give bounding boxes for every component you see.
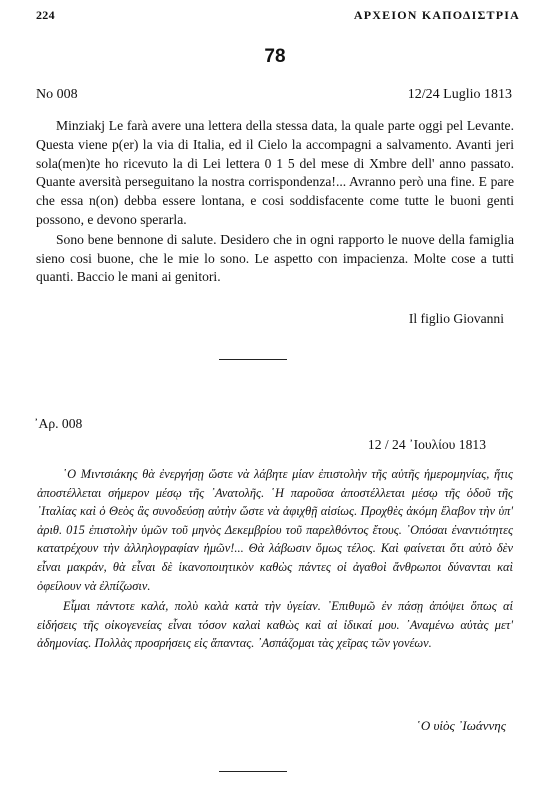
italian-letter-number: No 008 xyxy=(36,87,78,102)
italian-paragraph: Minziakj Le farà avere una lettera della stessa data, la quale parte oggi pel Levante. Questa viene p(er) la via di Italia, ed il Cielo la accompagni a salvamento. Avanti jeri sola(men)te ho ricevuto la di Lei lettera 0 1 5 del mese di Xmbre dell' anno passato. Quante aversità perseguitano la nostra corrispondenza!... Avranno però una fine. E pare che essa n(on) debba essere lontana, e cosi soddisfacente come tutte le buoni genti possono, e devono sperarla. xyxy=(36,118,514,227)
greek-letter-number: ᾿Αρ. 008 xyxy=(34,416,83,431)
greek-letter-body xyxy=(37,465,513,653)
italian-paragraph: Sono bene bennone di salute. Desidero che in ogni rapporto le nuove della famiglia sieno cosi buone, che le mie lo sono. Le aspetto con impacienza. Molte cose a tutti quanti. Baccio le mani ai genitori. xyxy=(36,231,514,285)
document-number: 78 xyxy=(264,46,286,67)
italian-letter-body xyxy=(36,117,514,287)
greek-paragraph: Εἶμαι πάντοτε καλά, πολὺ καλὰ κατὰ τὴν ὑγείαν. ᾿Επιθυμῶ ἐν πάσῃ ἀπόψει ὅπως αἱ εἰδήσεις τῆς οἰκογενείας εἶναι τόσον καλαὶ καθὼς καὶ αἱ ἰδικαί μου. ᾿Αναμένω αὐτὰς μετ' ἀδημονίας. Πολλὰς προσρήσεις εἰς ἅπαντας. ᾿Ασπάζομαι τὰς χεῖρας τῶν γονέων. xyxy=(37,599,513,651)
greek-paragraph: ῾Ο Μιντσιάκης θὰ ἐνεργήσῃ ὥστε νὰ λάβητε μίαν ἐπιστολὴν τῆς αὐτῆς ἡμερομηνίας, ἥτις ἀποστέλλεται σήμερον μέσῳ τῆς ᾿Ανατολῆς. ῾Η παροῦσα ἀποστέλλεται μέσῳ τῆς ὁδοῦ τῆς ᾿Ιταλίας καὶ ὁ Θεὸς ἂς συνοδεύσῃ αὐτὴν ὥστε νὰ ἀφιχθῇ αἰσίως. Προχθὲς ἀκόμη ἔλαβον τὴν ὑπ' ἀριθ. 015 ἐπιστολὴν ὑμῶν τοῦ μηνὸς Δεκεμβρίου τοῦ παρελθόντος ἔτους. ᾿Οπόσαι ἐναντιότητες κατατρέχουν τὴν ἀλληλογραφίαν ἡμῶν!... Θὰ λάβωσιν ὅμως τέλος. Καὶ φαίνεται ὅτι αὐτὸ δὲν εἶναι μακράν, θὰ εἶναι δὲ ἱκανοποιητικὸν καθὼς πάντες οἱ ἀγαθοὶ ἄνθρωποι δύνανται καὶ ὀφείλουν νὰ ἐλπίζωσιν. xyxy=(37,467,513,593)
italian-letter-date: 12/24 Luglio 1813 xyxy=(407,87,512,102)
running-title: ΑΡΧΕΙΟΝ ΚΑΠΟΔΙΣΤΡΙΑ xyxy=(353,8,520,22)
greek-signature: ῾Ο υἱὸς ᾿Ιωάννης xyxy=(416,718,506,733)
section-divider xyxy=(219,359,287,360)
italian-signature: Il figlio Giovanni xyxy=(408,311,504,326)
section-divider xyxy=(219,771,287,772)
italian-letter-meta xyxy=(36,87,512,105)
running-header xyxy=(36,8,520,26)
greek-letter-date: 12 / 24 ᾿Ιουλίου 1813 xyxy=(367,437,486,452)
page-number: 224 xyxy=(36,8,55,22)
